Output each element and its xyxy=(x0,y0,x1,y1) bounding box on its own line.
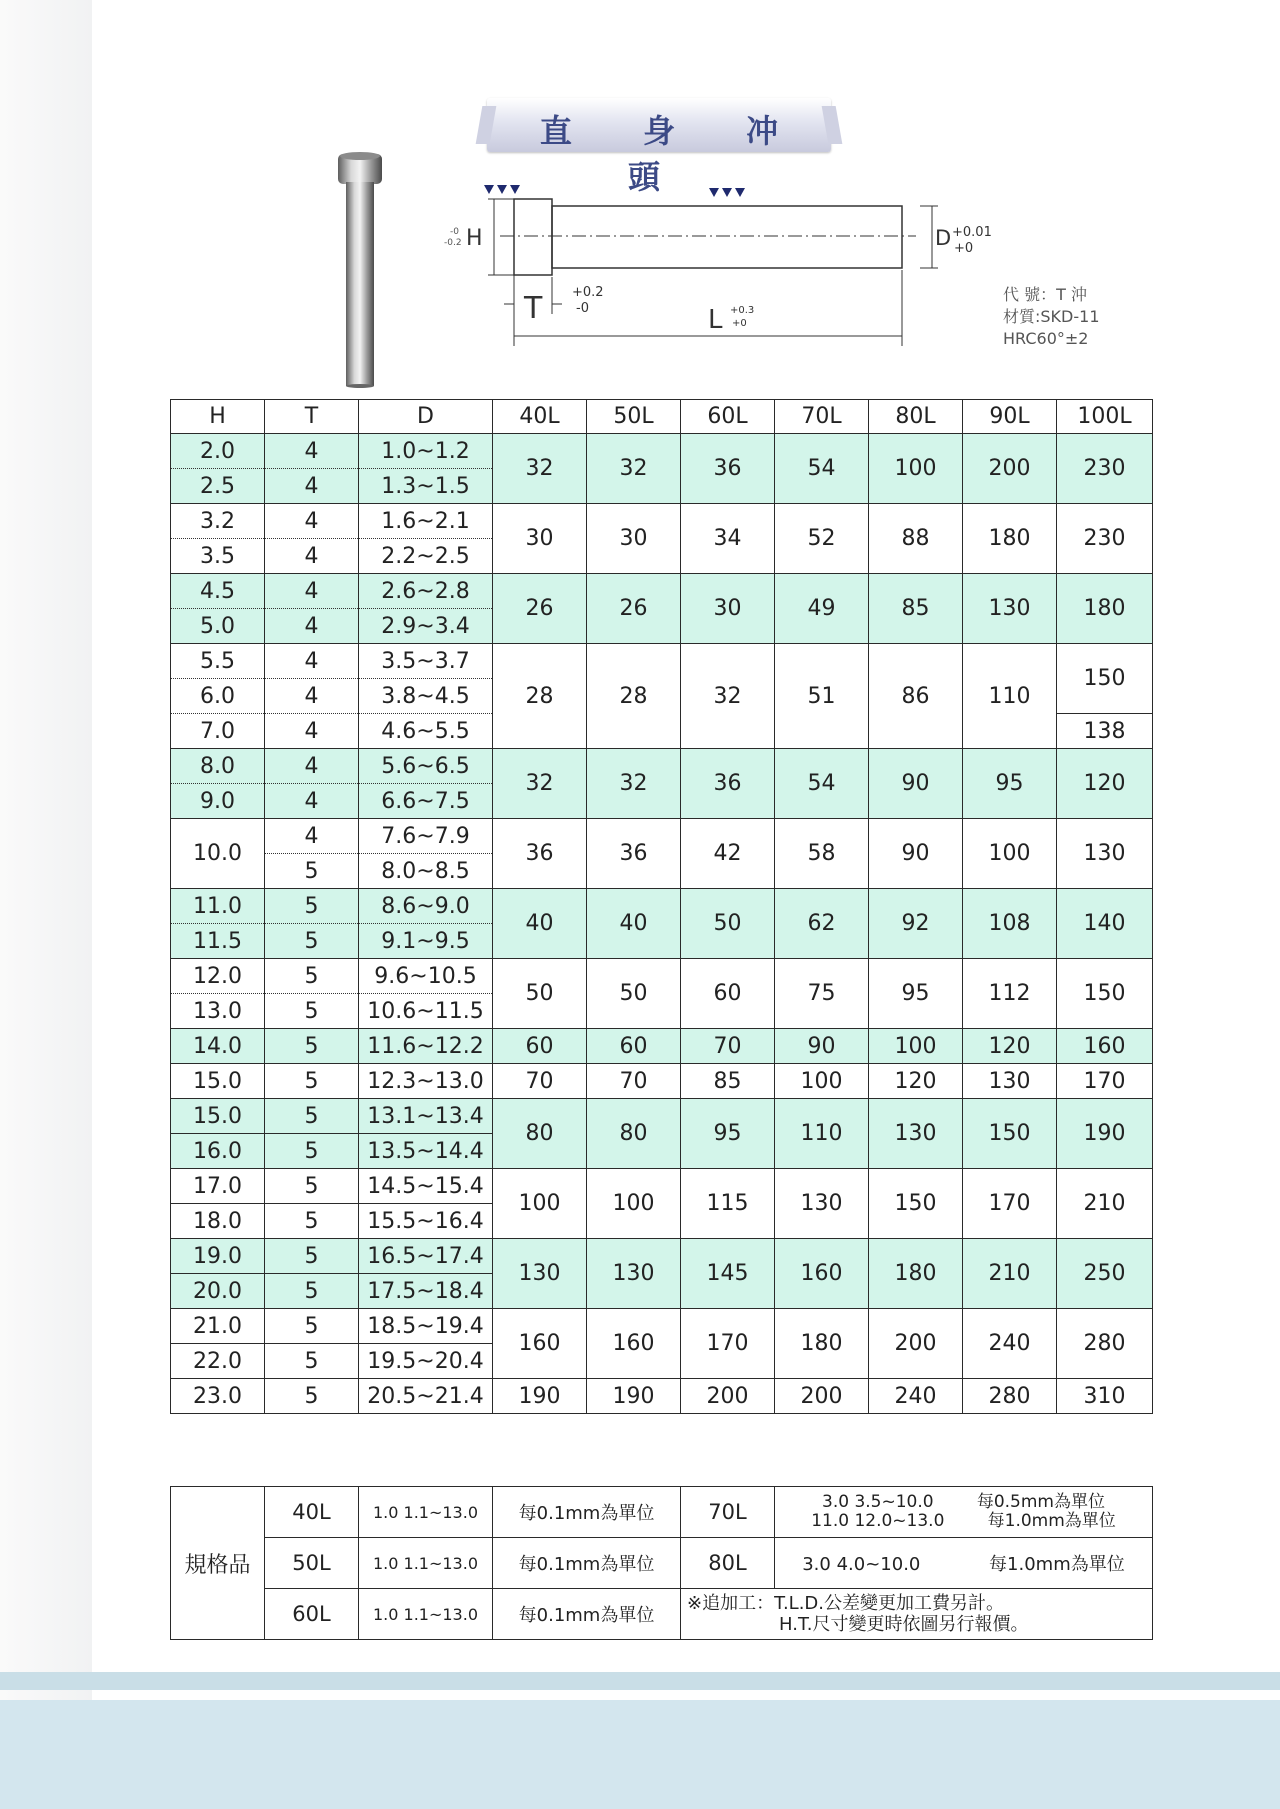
price-40l: 26 xyxy=(493,574,587,644)
price-80l: 200 xyxy=(869,1309,963,1379)
cell-h: 19.0 xyxy=(171,1239,265,1274)
price-50l: 32 xyxy=(587,434,681,504)
standard-range: 3.0 3.5~10.0 xyxy=(822,1492,934,1512)
price-100l: 280 xyxy=(1057,1309,1153,1379)
standard-range: 1.0 1.1~13.0 xyxy=(359,1487,493,1538)
cell-h: 7.0 xyxy=(171,714,265,749)
cell-t: 5 xyxy=(265,924,359,959)
standard-range: 1.0 1.1~13.0 xyxy=(359,1589,493,1640)
price-60l: 32 xyxy=(681,644,775,749)
price-60l: 34 xyxy=(681,504,775,574)
price-40l: 50 xyxy=(493,959,587,1029)
table-row xyxy=(171,1239,1153,1274)
price-90l: 280 xyxy=(963,1379,1057,1414)
cell-t: 4 xyxy=(265,574,359,609)
h-label: H xyxy=(466,226,483,251)
table-row xyxy=(171,574,1153,609)
table-header-row xyxy=(171,400,1153,434)
cell-d: 1.0~1.2 xyxy=(359,434,493,469)
cell-d: 9.1~9.5 xyxy=(359,924,493,959)
price-70l: 75 xyxy=(775,959,869,1029)
price-50l: 80 xyxy=(587,1099,681,1169)
price-60l: 85 xyxy=(681,1064,775,1099)
price-50l: 28 xyxy=(587,644,681,749)
price-70l: 52 xyxy=(775,504,869,574)
standard-unit: 每0.1mm為單位 xyxy=(493,1589,681,1640)
cell-h: 20.0 xyxy=(171,1274,265,1309)
header-100l: 100L xyxy=(1057,400,1153,434)
price-60l: 70 xyxy=(681,1029,775,1064)
note-line-2: H.T.尺寸變更時依圖另行報價。 xyxy=(779,1614,1029,1635)
price-100l: 150 xyxy=(1057,959,1153,1029)
price-90l: 210 xyxy=(963,1239,1057,1309)
technical-drawing xyxy=(440,178,1020,358)
price-50l: 36 xyxy=(587,819,681,889)
price-100l: 190 xyxy=(1057,1099,1153,1169)
header-h: H xyxy=(171,400,265,434)
price-90l: 150 xyxy=(963,1099,1057,1169)
price-40l: 32 xyxy=(493,749,587,819)
cell-d: 18.5~19.4 xyxy=(359,1309,493,1344)
price-100l: 138 xyxy=(1057,714,1153,749)
t-label: T xyxy=(524,291,543,326)
price-50l: 190 xyxy=(587,1379,681,1414)
price-50l: 70 xyxy=(587,1064,681,1099)
cell-d: 2.6~2.8 xyxy=(359,574,493,609)
price-90l: 130 xyxy=(963,574,1057,644)
d-tol-top: +0.01 xyxy=(952,225,992,240)
spec-hardness: HRC60°±2 xyxy=(1003,329,1089,348)
cell-h: 21.0 xyxy=(171,1309,265,1344)
cell-h: 9.0 xyxy=(171,784,265,819)
cell-d: 4.6~5.5 xyxy=(359,714,493,749)
price-60l: 145 xyxy=(681,1239,775,1309)
cell-h: 2.0 xyxy=(171,434,265,469)
cell-t: 5 xyxy=(265,1204,359,1239)
t-tol-top: +0.2 xyxy=(572,285,604,300)
price-50l: 30 xyxy=(587,504,681,574)
table-row xyxy=(171,889,1153,924)
table-row xyxy=(171,819,1153,854)
cell-h: 15.0 xyxy=(171,1064,265,1099)
cell-d: 6.6~7.5 xyxy=(359,784,493,819)
standard-length: 40L xyxy=(265,1487,359,1538)
cell-d: 10.6~11.5 xyxy=(359,994,493,1029)
table-row xyxy=(171,434,1153,469)
price-70l: 49 xyxy=(775,574,869,644)
cell-d: 20.5~21.4 xyxy=(359,1379,493,1414)
price-40l: 70 xyxy=(493,1064,587,1099)
cell-t: 5 xyxy=(265,1309,359,1344)
price-60l: 170 xyxy=(681,1309,775,1379)
note-line-1: ※追加工：T.L.D.公差變更加工費另計。 xyxy=(687,1593,1004,1614)
additional-processing-note xyxy=(681,1589,1153,1640)
header-60l: 60L xyxy=(681,400,775,434)
price-50l: 26 xyxy=(587,574,681,644)
h-tol-bottom: -0.2 xyxy=(444,238,462,248)
cell-h: 12.0 xyxy=(171,959,265,994)
h-tol-top: -0 xyxy=(450,227,459,237)
l-label: L xyxy=(708,305,723,335)
cell-t: 5 xyxy=(265,1029,359,1064)
price-60l: 30 xyxy=(681,574,775,644)
price-40l: 60 xyxy=(493,1029,587,1064)
price-80l: 92 xyxy=(869,889,963,959)
cell-d: 15.5~16.4 xyxy=(359,1204,493,1239)
cell-d: 16.5~17.4 xyxy=(359,1239,493,1274)
price-40l: 130 xyxy=(493,1239,587,1309)
page-title: 直 身 冲 頭 xyxy=(539,112,809,196)
price-80l: 90 xyxy=(869,749,963,819)
cell-t: 4 xyxy=(265,679,359,714)
cell-h: 16.0 xyxy=(171,1134,265,1169)
price-90l: 200 xyxy=(963,434,1057,504)
price-60l: 95 xyxy=(681,1099,775,1169)
price-70l: 90 xyxy=(775,1029,869,1064)
price-90l: 100 xyxy=(963,819,1057,889)
header-40l: 40L xyxy=(493,400,587,434)
price-60l: 50 xyxy=(681,889,775,959)
standard-range: 11.0 12.0~13.0 xyxy=(811,1511,945,1531)
standard-range: 1.0 1.1~13.0 xyxy=(359,1538,493,1589)
cell-t: 5 xyxy=(265,1239,359,1274)
cell-h: 22.0 xyxy=(171,1344,265,1379)
price-90l: 170 xyxy=(963,1169,1057,1239)
standard-length: 50L xyxy=(265,1538,359,1589)
cell-t: 5 xyxy=(265,1099,359,1134)
price-80l: 130 xyxy=(869,1099,963,1169)
cell-h: 23.0 xyxy=(171,1379,265,1414)
l-tol-bottom: +0 xyxy=(732,318,747,329)
cell-h: 13.0 xyxy=(171,994,265,1029)
bottom-band xyxy=(0,1672,1280,1690)
table-row xyxy=(171,504,1153,539)
table-row xyxy=(171,1169,1153,1204)
price-80l: 90 xyxy=(869,819,963,889)
price-70l: 160 xyxy=(775,1239,869,1309)
spec-code: 代 號：T 沖 xyxy=(1003,285,1087,304)
cell-d: 8.6~9.0 xyxy=(359,889,493,924)
price-50l: 130 xyxy=(587,1239,681,1309)
price-80l: 180 xyxy=(869,1239,963,1309)
price-100l: 130 xyxy=(1057,819,1153,889)
standard-range: 3.0 4.0~10.0 xyxy=(802,1554,921,1575)
price-100l: 140 xyxy=(1057,889,1153,959)
price-60l: 200 xyxy=(681,1379,775,1414)
price-40l: 40 xyxy=(493,889,587,959)
cell-t: 4 xyxy=(265,749,359,784)
cell-h: 18.0 xyxy=(171,1204,265,1239)
page-margin-shade xyxy=(0,0,92,1809)
standard-items-table xyxy=(170,1486,1153,1640)
bottom-footer-band xyxy=(0,1700,1280,1809)
price-90l: 112 xyxy=(963,959,1057,1029)
price-80l: 88 xyxy=(869,504,963,574)
cell-d: 2.9~3.4 xyxy=(359,609,493,644)
cell-h: 11.0 xyxy=(171,889,265,924)
header-t: T xyxy=(265,400,359,434)
table-row xyxy=(171,749,1153,784)
header-90l: 90L xyxy=(963,400,1057,434)
price-100l: 310 xyxy=(1057,1379,1153,1414)
standard-length: 70L xyxy=(681,1487,775,1538)
cell-h: 3.5 xyxy=(171,539,265,574)
standard-length: 80L xyxy=(681,1538,775,1589)
price-90l: 130 xyxy=(963,1064,1057,1099)
price-100l: 230 xyxy=(1057,504,1153,574)
cell-d: 2.2~2.5 xyxy=(359,539,493,574)
cell-d: 1.3~1.5 xyxy=(359,469,493,504)
table-row xyxy=(171,1029,1153,1064)
price-70l: 54 xyxy=(775,434,869,504)
cell-d: 3.5~3.7 xyxy=(359,644,493,679)
cell-t: 5 xyxy=(265,1344,359,1379)
cell-t: 4 xyxy=(265,539,359,574)
price-70l: 62 xyxy=(775,889,869,959)
cell-t: 5 xyxy=(265,1379,359,1414)
d-label: D xyxy=(935,226,952,250)
cell-t: 5 xyxy=(265,1169,359,1204)
l-tol-top: +0.3 xyxy=(730,305,755,316)
price-100l: 160 xyxy=(1057,1029,1153,1064)
price-50l: 100 xyxy=(587,1169,681,1239)
spec-material: 材質:SKD-11 xyxy=(1003,307,1100,326)
price-100l: 250 xyxy=(1057,1239,1153,1309)
cell-d: 5.6~6.5 xyxy=(359,749,493,784)
standard-70l-line-1 xyxy=(775,1493,1152,1512)
price-table xyxy=(170,399,1153,1414)
cell-t: 4 xyxy=(265,434,359,469)
header-70l: 70L xyxy=(775,400,869,434)
cell-t: 5 xyxy=(265,1274,359,1309)
cell-h: 5.5 xyxy=(171,644,265,679)
standard-length: 60L xyxy=(265,1589,359,1640)
price-40l: 28 xyxy=(493,644,587,749)
cell-d: 9.6~10.5 xyxy=(359,959,493,994)
cell-d: 12.3~13.0 xyxy=(359,1064,493,1099)
price-80l: 95 xyxy=(869,959,963,1029)
price-80l: 86 xyxy=(869,644,963,749)
price-100l: 210 xyxy=(1057,1169,1153,1239)
price-50l: 160 xyxy=(587,1309,681,1379)
price-80l: 100 xyxy=(869,1029,963,1064)
price-80l: 85 xyxy=(869,574,963,644)
price-70l: 130 xyxy=(775,1169,869,1239)
price-60l: 60 xyxy=(681,959,775,1029)
cell-t: 4 xyxy=(265,504,359,539)
cell-h: 3.2 xyxy=(171,504,265,539)
cell-t: 5 xyxy=(265,959,359,994)
standard-label: 規格品 xyxy=(171,1487,265,1640)
standard-unit: 每0.1mm為單位 xyxy=(493,1538,681,1589)
cell-t: 4 xyxy=(265,609,359,644)
price-90l: 180 xyxy=(963,504,1057,574)
price-60l: 36 xyxy=(681,749,775,819)
price-70l: 180 xyxy=(775,1309,869,1379)
price-90l: 108 xyxy=(963,889,1057,959)
price-60l: 42 xyxy=(681,819,775,889)
header-d: D xyxy=(359,400,493,434)
cell-h: 10.0 xyxy=(171,819,265,889)
title-banner xyxy=(487,98,831,196)
cell-d: 19.5~20.4 xyxy=(359,1344,493,1379)
standard-row xyxy=(171,1589,1153,1640)
cell-t: 5 xyxy=(265,1064,359,1099)
cell-d: 7.6~7.9 xyxy=(359,819,493,854)
standard-unit: 每0.1mm為單位 xyxy=(493,1487,681,1538)
standard-unit: 每1.0mm為單位 xyxy=(987,1511,1116,1531)
price-90l: 95 xyxy=(963,749,1057,819)
cell-h: 5.0 xyxy=(171,609,265,644)
price-80l: 120 xyxy=(869,1064,963,1099)
cell-h: 14.0 xyxy=(171,1029,265,1064)
price-40l: 80 xyxy=(493,1099,587,1169)
price-100l: 150 xyxy=(1057,644,1153,714)
price-100l: 120 xyxy=(1057,749,1153,819)
standard-80l-detail xyxy=(775,1538,1153,1589)
cell-d: 14.5~15.4 xyxy=(359,1169,493,1204)
t-tol-bottom: -0 xyxy=(576,301,589,316)
header-50l: 50L xyxy=(587,400,681,434)
price-90l: 240 xyxy=(963,1309,1057,1379)
cell-t: 4 xyxy=(265,644,359,679)
price-40l: 30 xyxy=(493,504,587,574)
price-90l: 110 xyxy=(963,644,1057,749)
price-50l: 60 xyxy=(587,1029,681,1064)
cell-t: 5 xyxy=(265,854,359,889)
cell-h: 17.0 xyxy=(171,1169,265,1204)
table-row xyxy=(171,1064,1153,1099)
price-70l: 58 xyxy=(775,819,869,889)
price-90l: 120 xyxy=(963,1029,1057,1064)
punch-illustration xyxy=(335,152,385,388)
price-40l: 100 xyxy=(493,1169,587,1239)
header-80l: 80L xyxy=(869,400,963,434)
price-70l: 100 xyxy=(775,1064,869,1099)
cell-t: 5 xyxy=(265,889,359,924)
price-100l: 180 xyxy=(1057,574,1153,644)
standard-unit: 每1.0mm為單位 xyxy=(989,1554,1125,1575)
price-70l: 51 xyxy=(775,644,869,749)
cell-t: 4 xyxy=(265,469,359,504)
price-80l: 100 xyxy=(869,434,963,504)
price-40l: 160 xyxy=(493,1309,587,1379)
price-50l: 32 xyxy=(587,749,681,819)
standard-row xyxy=(171,1487,1153,1538)
price-60l: 36 xyxy=(681,434,775,504)
cell-h: 4.5 xyxy=(171,574,265,609)
price-40l: 36 xyxy=(493,819,587,889)
cell-d: 13.5~14.4 xyxy=(359,1134,493,1169)
price-50l: 40 xyxy=(587,889,681,959)
cell-d: 17.5~18.4 xyxy=(359,1274,493,1309)
standard-unit: 每0.5mm為單位 xyxy=(976,1492,1105,1512)
price-80l: 150 xyxy=(869,1169,963,1239)
cell-h: 11.5 xyxy=(171,924,265,959)
price-100l: 230 xyxy=(1057,434,1153,504)
cell-t: 5 xyxy=(265,994,359,1029)
cell-d: 1.6~2.1 xyxy=(359,504,493,539)
table-row xyxy=(171,1379,1153,1414)
standard-70l-detail xyxy=(775,1487,1153,1538)
table-row xyxy=(171,959,1153,994)
price-80l: 240 xyxy=(869,1379,963,1414)
spec-info xyxy=(1003,284,1100,350)
cell-h: 6.0 xyxy=(171,679,265,714)
price-70l: 200 xyxy=(775,1379,869,1414)
cell-d: 13.1~13.4 xyxy=(359,1099,493,1134)
cell-h: 15.0 xyxy=(171,1099,265,1134)
price-40l: 190 xyxy=(493,1379,587,1414)
price-40l: 32 xyxy=(493,434,587,504)
standard-70l-line-2 xyxy=(775,1512,1152,1531)
price-70l: 54 xyxy=(775,749,869,819)
cell-h: 8.0 xyxy=(171,749,265,784)
cell-t: 4 xyxy=(265,784,359,819)
cell-t: 4 xyxy=(265,819,359,854)
standard-row xyxy=(171,1538,1153,1589)
price-50l: 50 xyxy=(587,959,681,1029)
cell-t: 5 xyxy=(265,1134,359,1169)
price-70l: 110 xyxy=(775,1099,869,1169)
cell-d: 8.0~8.5 xyxy=(359,854,493,889)
d-tol-bottom: +0 xyxy=(954,241,974,256)
table-row xyxy=(171,644,1153,679)
price-60l: 115 xyxy=(681,1169,775,1239)
table-row xyxy=(171,1099,1153,1134)
cell-h: 2.5 xyxy=(171,469,265,504)
cell-d: 3.8~4.5 xyxy=(359,679,493,714)
cell-d: 11.6~12.2 xyxy=(359,1029,493,1064)
price-100l: 170 xyxy=(1057,1064,1153,1099)
table-row xyxy=(171,1309,1153,1344)
cell-t: 4 xyxy=(265,714,359,749)
